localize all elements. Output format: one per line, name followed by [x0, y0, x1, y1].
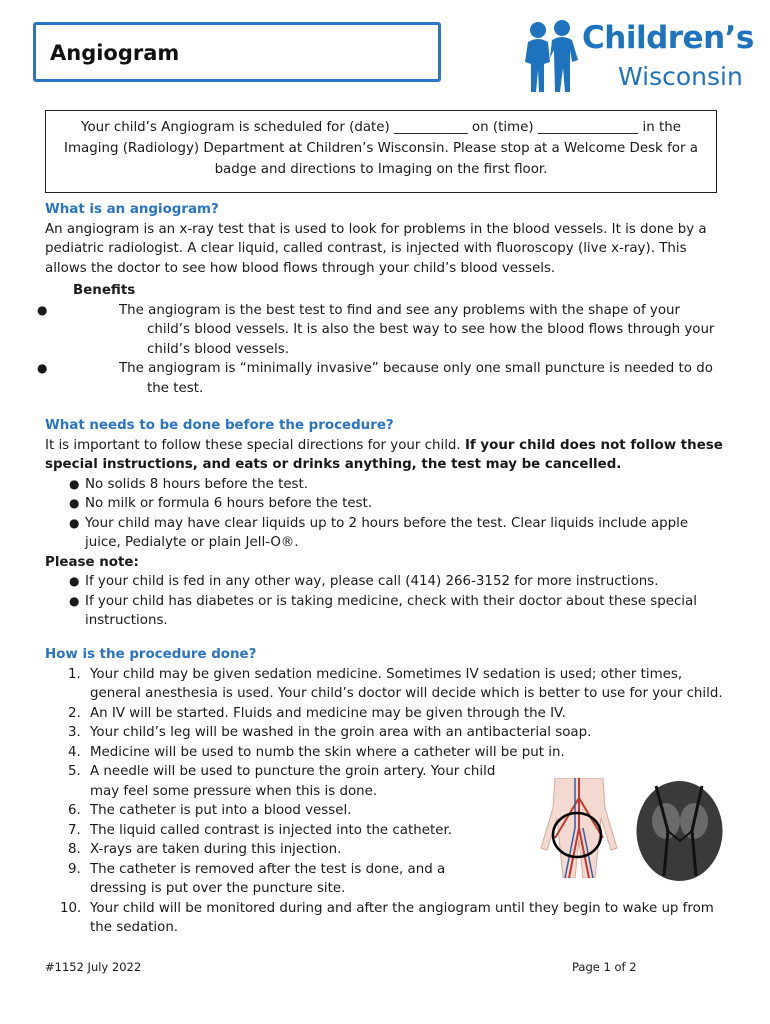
before-warning: If your child does not follow these special instructions, and eats or drinks anything, the test may be cancelled.	[45, 437, 723, 472]
step-item: 2. An IV will be started. Fluids and medicine may be given through the IV.	[68, 705, 566, 721]
vascular-anatomy-illustration	[525, 778, 633, 878]
step-item: 9. The catheter is removed after the test is done, and a dressing is put over the puncture site.	[68, 861, 446, 896]
footer-page-number: Page 1 of 2	[572, 960, 637, 974]
list-item: ● No milk or formula 6 hours before the test.	[69, 496, 373, 511]
section-before	[45, 416, 725, 631]
angiogram-xray-image	[636, 781, 723, 881]
benefits-list	[37, 301, 725, 399]
footer-doc-id: #1152 July 2022	[45, 960, 142, 974]
step-item: 8. X-rays are taken during this injection.	[68, 842, 342, 857]
heading-how: How is the procedure done?	[45, 647, 257, 662]
heading-before: What needs to be done before the procedure?	[45, 418, 394, 433]
what-body: An angiogram is an x-ray test that is used to look for problems in the blood vessels. It is done by a pediatric radiologist. A clear liquid, called contrast, is injected with fluoroscopy (live x-ray). This allows the doctor to see how blood flows through your child’s blood vessels.	[45, 221, 707, 276]
schedule-box	[45, 110, 717, 193]
step-item: 4. Medicine will be used to numb the skin where a catheter will be put in.	[68, 744, 565, 760]
list-item: ● Your child may have clear liquids up to 2 hours before the test. Clear liquids include apple juice, Pedialyte or plain Jell-O®.	[69, 515, 689, 550]
step-item: 10. Your child will be monitored during and after the angiogram until they begin to wake up from the sedation.	[60, 900, 714, 935]
list-item: ● If your child has diabetes or is taking medicine, check with their doctor about these special instructions.	[69, 593, 697, 628]
heading-what: What is an angiogram?	[45, 202, 219, 217]
logo-line1: Children’s	[582, 20, 754, 56]
step-item: 7. The liquid called contrast is injected into the catheter.	[68, 822, 452, 838]
step-item: 5. A needle will be used to puncture the groin artery. Your child may feel some pressure when this is done.	[68, 764, 496, 799]
section-what	[37, 200, 725, 398]
logo-line2: Wisconsin	[618, 62, 743, 91]
schedule-text: Your child’s Angiogram is scheduled for (date) ___________ on (time) _______________ in the Imaging (Radiology) Department at Children’s Wisconsin. Please stop at a Welcome Desk for a badge and directions to Imaging on the first floor.	[64, 120, 698, 177]
list-item: ● No solids 8 hours before the test.	[69, 476, 309, 492]
childrens-wisconsin-logo	[520, 18, 754, 98]
list-item: ● If your child is fed in any other way, please call (414) 266-3152 for more instructions.	[69, 574, 659, 589]
list-item: ● The angiogram is “minimally invasive” because only one small puncture is needed to do the test.	[37, 361, 713, 396]
page-title: Angiogram	[50, 41, 180, 65]
step-item: 3. Your child’s leg will be washed in the groin area with an antibacterial soap.	[68, 725, 592, 740]
before-list	[45, 475, 725, 553]
note-label: Please note:	[45, 554, 139, 570]
before-intro: It is important to follow these special directions for your child. If your child does not follow these special instructions, and eats or drinks anything, the test may be cancelled.	[45, 437, 723, 472]
step-item: 1. Your child may be given sedation medicine. Sometimes IV sedation is used; other times, general anesthesia is used. Your child’s doctor will decide which is better to use for your child.	[68, 666, 723, 701]
two-children-icon	[520, 18, 582, 96]
benefits-label: Benefits	[73, 283, 136, 298]
title-box	[33, 22, 441, 82]
step-item: 6. The catheter is put into a blood vessel.	[68, 803, 352, 818]
list-item: ● The angiogram is the best test to find and see any problems with the shape of your child’s blood vessels. It is also the best way to see how the blood flows through your child’s blood vessels.	[37, 302, 715, 357]
notes-list	[45, 572, 725, 631]
